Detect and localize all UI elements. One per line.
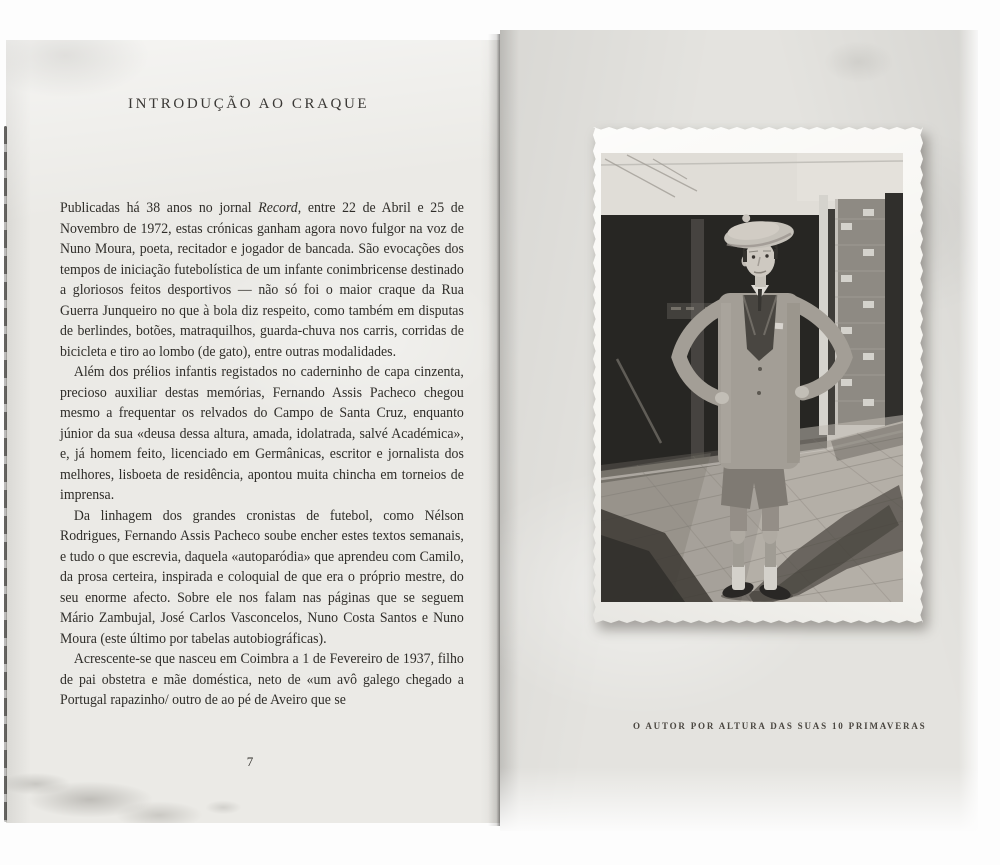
chapter-title: INTRODUÇÃO AO CRAQUE	[128, 96, 370, 112]
paragraph-2: Além dos prélios infantis registados no caderninho de capa cinzenta, precioso auxiliar destas memórias, Fernando Assis Pacheco chegou mesmo a frequentar os relvados do Campo de Santa Cruz, enquanto júnior da sua «deusa dessa altura, amada, idolatrada, salvé Académica», e, já homem feito, licenciado em Germânicas, escritor e jornalista dos melhores, lisboeta de residência, apontou muita chincha em torneios de imprensa.	[60, 364, 464, 503]
body-text-block	[60, 198, 464, 711]
right-page	[500, 30, 978, 831]
photo-tone-overlay	[601, 153, 903, 602]
photo-paper	[593, 127, 923, 623]
paragraph-1-text: Publicadas há 38 anos no jornal	[60, 200, 259, 216]
left-page	[6, 40, 500, 823]
page-left-cut-edge	[4, 126, 7, 822]
paragraph-3: Da linhagem dos grandes cronistas de futebol, como Nélson Rodrigues, Fernando Assis Pacheco soube encher estes textos semanais, e tudo o que escrevia, daquela «autoparódia» que aprendeu com Camilo, da prosa certeira, inspirada e coloquial de que era o próprio mestre, do seu enorme afecto. Sobre ele nos falam nas páginas que se seguem Mário Zambujal, José Carlos Vasconcelos, Nuno Costa Santos e Nuno Moura (este último por tabelas autobiográficas).	[60, 507, 464, 647]
photo-caption: O AUTOR POR ALTURA DAS SUAS 10 PRIMAVERAS	[633, 721, 927, 731]
paragraph-1-continued: , entre 22 de Abril e 25 de Novembro de 1972, estas crónicas ganham agora novo fulgor na voz de Nuno Moura, poeta, recitador e jogador de bancada. São evocações dos tempos de iniciação futebolística de um infante conimbricense destinado a gloriosos feitos desportivos — não só foi o maior craque da Rua Guerra Junqueiro no que à bola diz respeito, como também em disputas de berlindes, botões, matraquilhos, guarda-chuva nos carris, corridas de bicicleta e tiro ao lombo (de gato), entre outras modalidades.	[60, 200, 464, 360]
page-number: 7	[246, 754, 254, 769]
paragraph-4: Acrescente-se que nasceu em Coimbra a 1 de Fevereiro de 1937, filho de pai obstetra e mãe doméstica, neto de «um avô galego chegado a Portugal rapazinho/ outro de ao pé de Aveiro que se	[60, 651, 464, 708]
journal-name-italic: Record	[258, 200, 298, 216]
photo-image	[601, 153, 903, 602]
paragraph-1	[60, 198, 464, 362]
